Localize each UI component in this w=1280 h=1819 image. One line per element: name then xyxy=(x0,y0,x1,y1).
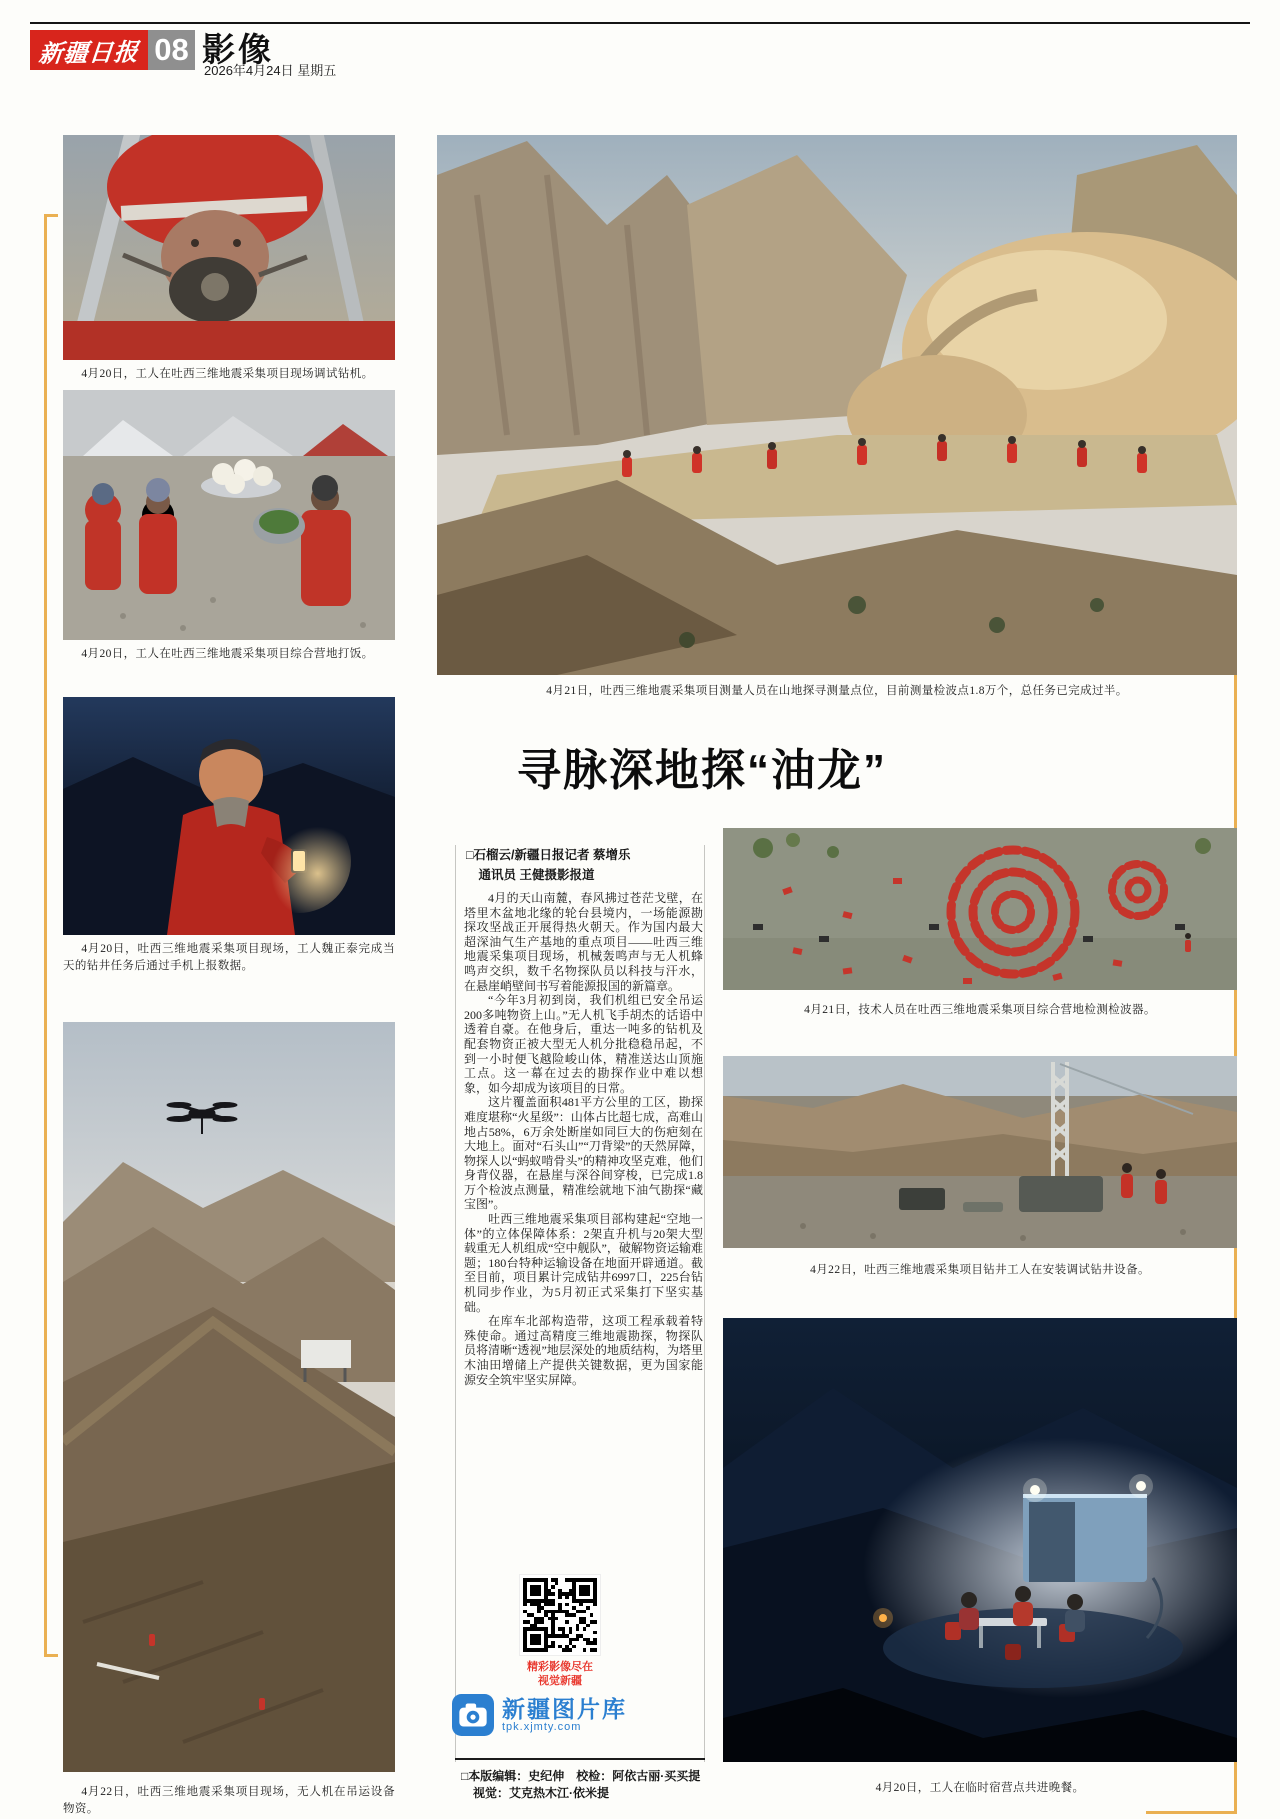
qr-tagline xyxy=(489,1660,631,1688)
photo-worker-phone-night xyxy=(63,697,395,935)
credits-line1: □本版编辑：史纪伸 校检：阿依古丽·买买提 xyxy=(461,1769,701,1783)
article-paragraph: 吐西三维地震采集项目部构建起“空地一体”的立体保障体系：2架直升机与20架大型载重无人机组成“空中舰队”，破解物资运输难题；180台特种运输设备在地面开辟通道。截至目前，项目累计完成钻井6997口，225台钻机同步作业，为5月初正式采集打下坚实基础。 xyxy=(464,1212,703,1314)
photo-drill-rig xyxy=(723,1056,1237,1248)
byline xyxy=(466,845,701,885)
credits-line2: 视觉：艾克热木江·依米提 xyxy=(473,1786,609,1800)
photo-night-camp-dinner xyxy=(723,1318,1237,1762)
left-accent-rule-bottomcap xyxy=(44,1654,58,1657)
photo-caption: 4月21日，吐西三维地震采集项目测量人员在山地探寻测量点位，目前测量检波点1.8万个，总任务已完成过半。 xyxy=(546,685,1128,697)
photo-camp-meal xyxy=(63,390,395,640)
gallery-logo-text xyxy=(502,1697,627,1733)
photo-caption: 4月20日，工人在临时宿营点共进晚餐。 xyxy=(875,1782,1085,1794)
photo-drone-mountains xyxy=(63,1022,395,1772)
column-rule-left xyxy=(455,845,456,1762)
right-accent-rule-bottomcap xyxy=(1146,1811,1237,1814)
left-accent-rule-topcap xyxy=(44,214,58,217)
byline-line1: □石榴云/新疆日报记者 蔡增乐 xyxy=(466,848,631,862)
photo-caption: 4月20日，吐西三维地震采集项目现场，工人魏正泰完成当天的钻井任务后通过手机上报数据。 xyxy=(63,943,395,972)
qr-code xyxy=(519,1574,601,1656)
credits-rule xyxy=(455,1758,705,1760)
masthead-logo xyxy=(30,30,148,70)
column-rule-right xyxy=(704,845,705,1762)
article-paragraph: 4月的天山南麓，春风拂过苍茫戈壁，在塔里木盆地北缘的轮台县境内，一场能源勘探攻坚战正开展得热火朝天。作为国内最大超深油气生产基地的重点项目——吐西三维地震采集项目现场，机械轰鸣声与无人机蜂鸣声交织，数千名物探队员以科技与汗水，在悬崖峭壁间书写着能源报国的新篇章。 xyxy=(464,891,703,993)
article-body xyxy=(464,891,703,1387)
qr-tagline-line1: 精彩影像尽在 xyxy=(527,1661,593,1673)
page-date: 2026年4月24日 星期五 xyxy=(204,63,337,78)
photo-caption: 4月22日，吐西三维地震采集项目钻井工人在安装调试钻井设备。 xyxy=(810,1264,1150,1276)
photo-caption: 4月20日，工人在吐西三维地震采集项目现场调试钻机。 xyxy=(81,368,374,380)
article-paragraph: 在库车北部构造带，这项工程承载着特殊使命。通过高精度三维地震勘探，物探队员将清晰“透视”地层深处的地质结构，为塔里木油田增储上产提供关键数据，更为国家能源安全筑牢坚实屏障。 xyxy=(464,1314,703,1387)
paper-name: 新疆日报 xyxy=(37,39,140,68)
camera-icon xyxy=(452,1694,494,1736)
page-credits xyxy=(461,1768,741,1802)
photo-worker-mask-closeup xyxy=(63,135,395,360)
photo-caption: 4月20日，工人在吐西三维地震采集项目综合营地打饭。 xyxy=(81,648,374,660)
qr-tagline-line2: 视觉新疆 xyxy=(538,1675,582,1687)
photo-caption: 4月22日，吐西三维地震采集项目现场，无人机在吊运设备物资。 xyxy=(63,1786,395,1815)
gallery-name: 新疆图片库 xyxy=(502,1696,627,1722)
gallery-url: tpk.xjmty.com xyxy=(502,1721,582,1733)
byline-line2: 通讯员 王健摄影报道 xyxy=(478,868,595,882)
photo-geophone-circles-aerial xyxy=(723,828,1237,990)
article-paragraph: “今年3月初到岗，我们机组已安全吊运200多吨物资上山。”无人机飞手胡杰的话语中透着自豪。在他身后，重达一吨多的钻机及配套物资正被大型无人机分批稳稳吊起，不到一小时便飞越险峻山体，精准送达山顶施工点。这一幕在过去的勘探作业中难以想象，如今却成为该项目的日常。 xyxy=(464,993,703,1095)
headline: 寻脉深地探“油龙” xyxy=(517,746,887,795)
photo-caption: 4月21日，技术人员在吐西三维地震采集项目综合营地检测检波器。 xyxy=(804,1004,1156,1016)
section-title: 影像 xyxy=(202,31,274,68)
left-accent-rule xyxy=(44,214,47,1657)
photo-survey-team-ridge xyxy=(437,135,1237,675)
gallery-logo xyxy=(452,1694,702,1736)
article-paragraph: 这片覆盖面积481平方公里的工区，勘探难度堪称“火星级”：山体占比超七成，高难山地占58%，6万余处断崖如同巨大的伤疤刻在大地上。面对“石头山”“刀背梁”的天然屏障，物探人以“蚂蚁啃骨头”的精神攻坚克难，他们身背仪器，在悬崖与深谷间穿梭，已完成1.8万个检波点测量，精准绘就地下油气勘探“藏宝图”。 xyxy=(464,1095,703,1212)
page-number: 08 xyxy=(148,30,195,70)
